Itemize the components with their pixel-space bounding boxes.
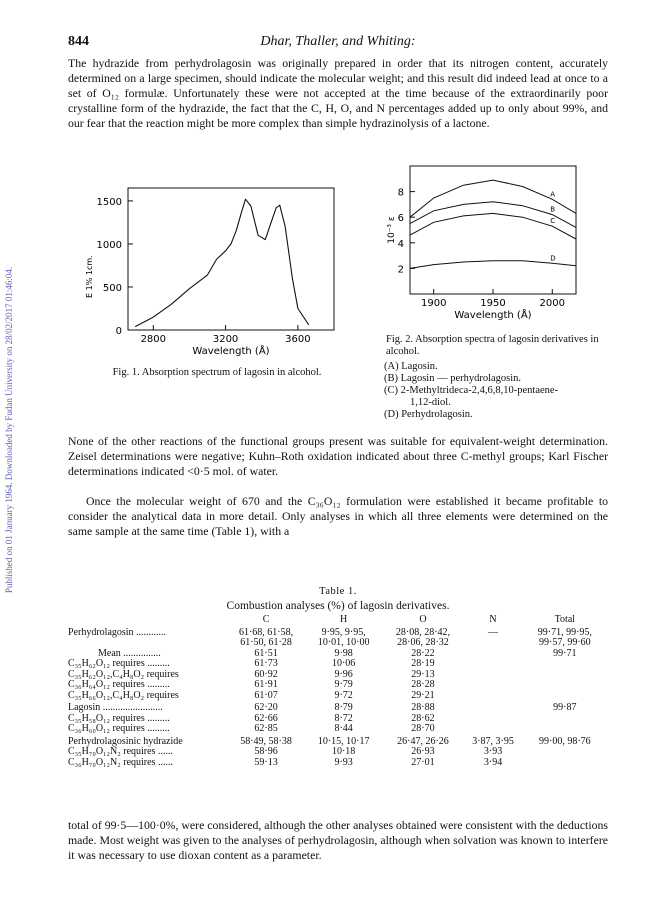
- x-tick-label: 1900: [420, 298, 447, 309]
- table-cell: [522, 680, 608, 691]
- figure-1-chart: [70, 180, 360, 368]
- table-row: [68, 724, 608, 735]
- table-row: [68, 758, 608, 769]
- plot-frame: [410, 166, 576, 294]
- table-cell: 3·93: [483, 746, 503, 757]
- table-cell: 99·71: [553, 647, 577, 659]
- table-cell: 99·57, 99·60: [538, 637, 591, 648]
- table-cell: [464, 670, 521, 681]
- running-head: Dhar, Thaller, and Whiting:: [260, 34, 416, 49]
- figure-2-legend: [384, 361, 614, 421]
- table-cell: [464, 680, 521, 691]
- table-cell: 62·85: [254, 723, 278, 734]
- table-cell: [464, 649, 521, 660]
- y-tick-label: 500: [102, 282, 122, 294]
- table-cell: 61·50, 61·28: [240, 637, 292, 648]
- table-cell: Mean ...............: [98, 647, 161, 659]
- table-cell: 61·73: [254, 658, 278, 669]
- table-row: [68, 691, 608, 702]
- table-cell: 28·19: [411, 658, 435, 669]
- table-caption: Combustion analyses (%) of lagosin derivatives.: [226, 600, 450, 612]
- table-cell: 10·06: [331, 658, 356, 669]
- table-row: [68, 680, 608, 691]
- y-tick-label: 2: [397, 264, 404, 276]
- table-cell: 9·79: [334, 679, 353, 690]
- table-cell: 8·44: [334, 723, 353, 734]
- paragraph-3: Once the molecular weight of 670 and the C₃₆O₁₂ formulation were established it became profitable to consider the analytical data in more detail. Only analyses in which all three elements were determined on the same sample at the same time (Table 1), with a: [68, 494, 608, 538]
- table-cell: 99·87: [553, 702, 577, 713]
- table-cell: 62·20: [254, 702, 278, 713]
- table-cell: [464, 714, 521, 725]
- legend-item-d: (D) Perhydrolagosin.: [384, 409, 473, 420]
- table-header-cell: N: [489, 614, 497, 625]
- table-cell: C₃₅H₆₂O₁₂,C₄H₈O₂ requires: [68, 668, 179, 680]
- table-cell: 3·94: [483, 756, 503, 768]
- watermark-text: Published on 01 January 1964. Downloaded by Fudan University on 28/02/2017 01:46:04.: [4, 266, 14, 594]
- series-d-label: D: [550, 254, 556, 263]
- table-cell: [522, 724, 608, 735]
- table-cell: 9·93: [334, 756, 353, 768]
- table-cell: C₃₆H₇₀O₁₂N₂ requires ......: [68, 756, 173, 768]
- legend-item-c: (C) 2-Methyltrideca-2,4,6,8,10-pentaene-: [384, 385, 559, 396]
- table-cell: 27·01: [411, 756, 435, 768]
- table-cell: [464, 701, 521, 714]
- download-watermark: [2, 150, 16, 710]
- table-cell: 99·00, 98·76: [538, 735, 591, 747]
- table-cell: C₃₅H₆₂O₁₂ requires .........: [68, 658, 170, 669]
- series-c-label: C: [550, 217, 556, 226]
- table-header-row: [68, 615, 608, 628]
- combustion-analyses-table: [68, 615, 608, 768]
- table-cell: 60·92: [254, 668, 278, 680]
- table-row: [68, 638, 608, 649]
- table-header-cell: C: [262, 614, 270, 625]
- table-cell: 9·95, 9·95,: [321, 626, 366, 638]
- paragraph-2: None of the other reactions of the functional groups present was suitable for equivalent-weight determination. Zeisel determinations were negative; Kuhn–Roth oxidation indicated about three C-methyl groups; Karl Fischer determinations indicated <0·5 mol. of water.: [68, 434, 608, 478]
- table-cell: C₃₆H₆₀O₁₂ requires .........: [68, 723, 170, 734]
- legend-item-b: (B) Lagosin — perhydrolagosin.: [384, 373, 522, 384]
- x-tick-label: 1950: [480, 298, 506, 309]
- paragraph-1: The hydrazide from perhydrolagosin was originally prepared in order that its nitrogen content, accurately determined on a large specimen, should indicate the molecular weight; and this result did indeed lead at once to a set of O₁₂ formulæ. Unfortunately these were not accepted at the time because of the extraordinarily poor crystalline form of the hydrazide, the fact that the C, H, O, and N percentages added up to only about 99%, and our fear that the reaction might be more complex than simple hydrazinolysis of a lactone.: [68, 56, 608, 130]
- table-row: [68, 701, 608, 714]
- x-axis-label: Wavelength (Å): [192, 346, 270, 357]
- y-tick-label: 1000: [96, 239, 122, 251]
- table-title: Table 1.: [319, 586, 357, 597]
- y-tick-label: 0: [115, 326, 122, 337]
- table-cell: 8·79: [334, 702, 353, 713]
- table-cell: 26·93: [411, 746, 435, 757]
- table-cell: 61·51: [254, 647, 278, 659]
- y-axis-label: 10⁻³ ε: [387, 216, 397, 244]
- table-cell: [522, 691, 608, 702]
- table-cell: [464, 638, 521, 649]
- table-cell: Perhydrolagosinic hydrazide: [68, 735, 183, 747]
- table-cell: C₃₅H₅₈O₁₂ requires .........: [68, 712, 170, 724]
- y-tick-label: 1500: [96, 196, 122, 208]
- table-cell: C₃₅H₆₆O₁₂,C₄H₈O₂ requires: [68, 689, 179, 701]
- table-cell: [522, 758, 608, 769]
- table-cell: [522, 659, 608, 670]
- table-cell: 10·01, 10·00: [317, 637, 370, 648]
- paragraph-4: total of 99·5—100·0%, were considered, although the other analyses obtained were consistent with the deductions made. Most weight was given to the analyses of perhydrolagosin, although when solvation was known to interfere it was necessary to use dioxan content as a parameter.: [68, 818, 608, 862]
- table-cell: 26·47, 26·26: [397, 735, 449, 747]
- table-cell: 10·15, 10·17: [317, 735, 370, 747]
- figure-2-chart: [384, 160, 604, 332]
- table-cell: [464, 724, 521, 735]
- x-axis-label: Wavelength (Å): [454, 310, 532, 321]
- legend-item-a: (A) Lagosin.: [384, 361, 438, 372]
- table-cell: 29·21: [411, 689, 435, 701]
- table-header-cell: O: [419, 614, 427, 625]
- plot-frame: [128, 188, 334, 330]
- y-tick-label: 8: [397, 187, 404, 199]
- page-number: 844: [68, 34, 89, 49]
- spectrum-line: [135, 199, 309, 326]
- table-row: [68, 747, 608, 758]
- table-cell: 59·13: [254, 756, 278, 768]
- table-cell: 28·70: [411, 723, 435, 734]
- table-cell: [464, 691, 521, 702]
- table-cell: [68, 638, 226, 649]
- table-cell: 9·98: [334, 647, 353, 659]
- table-cell: 28·88: [411, 702, 435, 713]
- table-cell: 28·06, 28·32: [397, 637, 449, 648]
- figure-1-caption: Fig. 1. Absorption spectrum of lagosin in alcohol.: [112, 367, 322, 378]
- series-a-label: A: [550, 190, 556, 199]
- table-cell: C₃₅H₇₀O₁₂N₂ requires ......: [68, 746, 173, 757]
- x-tick-label: 2000: [539, 298, 566, 309]
- table-cell: [522, 747, 608, 758]
- table-header-cell: [68, 615, 226, 628]
- table-cell: 58·49, 58·38: [240, 735, 292, 747]
- table-cell: 9·96: [334, 668, 353, 680]
- x-tick-label: 3600: [285, 334, 311, 345]
- table-cell: [522, 670, 608, 681]
- table-cell: 29·13: [411, 668, 435, 680]
- table-cell: 3·87, 3·95: [472, 735, 514, 747]
- table-cell: 8·72: [334, 712, 353, 724]
- table-header-cell: Total: [554, 614, 576, 625]
- table-cell: 9·72: [334, 689, 353, 701]
- y-axis-label: E 1% 1cm.: [85, 255, 94, 298]
- table-cell: Lagosin ........................: [68, 702, 163, 713]
- table-cell: [464, 659, 521, 670]
- table-cell: 28·08, 28·42,: [395, 626, 451, 638]
- table-row: [68, 659, 608, 670]
- table-cell: 62·66: [254, 712, 278, 724]
- table-cell: 28·22: [411, 647, 435, 659]
- figure-2-caption: Fig. 2. Absorption spectra of lagosin derivatives in alcohol.: [386, 334, 599, 357]
- table-cell: 28·28: [411, 679, 435, 690]
- y-tick-label: 4: [397, 238, 404, 250]
- legend-item-c-cont: 1,12-diol.: [410, 397, 451, 408]
- table-cell: C₃₆H₆₄O₁₂ requires .........: [68, 679, 170, 690]
- table-header-cell: H: [340, 614, 348, 625]
- page-header: [68, 34, 608, 52]
- x-tick-label: 3200: [212, 334, 239, 345]
- y-tick-label: 6: [397, 213, 404, 225]
- x-tick-label: 2800: [140, 334, 167, 345]
- table-cell: 28·62: [411, 712, 435, 724]
- table-cell: Perhydrolagosin ............: [68, 626, 167, 638]
- table-cell: 61·68, 61·58,: [238, 626, 294, 638]
- table-cell: 61·91: [254, 679, 278, 690]
- table-cell: 61·07: [254, 689, 278, 701]
- table-cell: [522, 714, 608, 725]
- table-cell: 58·96: [254, 746, 278, 757]
- table-cell: 10·18: [331, 746, 356, 757]
- series-b-label: B: [550, 205, 556, 214]
- table-cell: 99·71, 99·95,: [537, 626, 592, 638]
- table-cell: —: [488, 626, 499, 638]
